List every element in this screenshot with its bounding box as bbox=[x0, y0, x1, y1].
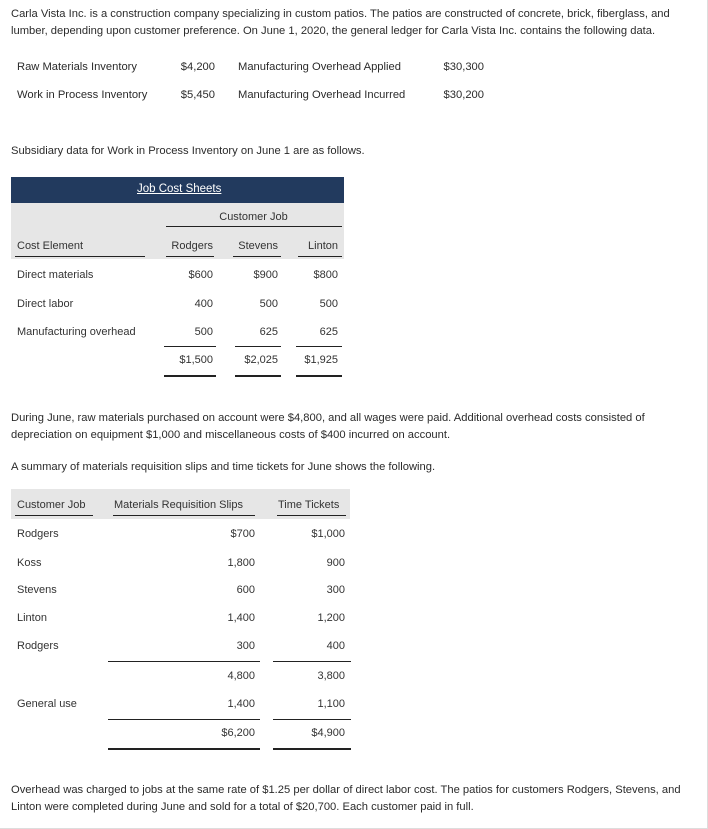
table-cell: 1,200 bbox=[317, 612, 345, 624]
ledger-overhead-incurred-label: Manufacturing Overhead Incurred bbox=[238, 89, 406, 101]
subtotal-time: 3,800 bbox=[317, 670, 345, 682]
col-rule-linton bbox=[298, 256, 342, 257]
col-rodgers: Rodgers bbox=[171, 240, 213, 252]
ledger-raw-materials-label: Raw Materials Inventory bbox=[17, 61, 137, 73]
col-customer-job: Customer Job bbox=[17, 499, 86, 511]
total-rule-time bbox=[273, 719, 351, 720]
table-cell: 900 bbox=[326, 557, 345, 569]
table-cell: $1,000 bbox=[311, 528, 345, 540]
double-rule-time bbox=[273, 748, 351, 750]
summary-intro: A summary of materials requisition slips and time tickets for June shows the following. bbox=[11, 461, 436, 473]
table-row-label: Manufacturing overhead bbox=[17, 326, 136, 338]
table-cell: 625 bbox=[259, 326, 278, 338]
col-rule-time bbox=[277, 515, 346, 516]
total-rodgers: $1,500 bbox=[179, 354, 213, 366]
ledger-wip-label: Work in Process Inventory bbox=[17, 89, 148, 101]
table-cell: $700 bbox=[230, 528, 255, 540]
total-materials: $6,200 bbox=[221, 727, 255, 739]
table-row-job: Rodgers bbox=[17, 640, 59, 652]
table-cell: 500 bbox=[259, 298, 278, 310]
table-cell: 300 bbox=[326, 584, 345, 596]
general-use-label: General use bbox=[17, 698, 77, 710]
ledger-raw-materials-value: $4,200 bbox=[180, 61, 215, 73]
group-header-rule bbox=[166, 226, 342, 227]
ledger-overhead-applied-value: $30,300 bbox=[443, 61, 484, 73]
table-cell: 625 bbox=[319, 326, 338, 338]
double-rule-materials bbox=[108, 748, 260, 750]
table-row-label: Direct materials bbox=[17, 269, 94, 281]
ledger-wip-value: $5,450 bbox=[180, 89, 215, 101]
table-row-job: Koss bbox=[17, 557, 42, 569]
total-stevens: $2,025 bbox=[244, 354, 278, 366]
subtotal-rule-stevens bbox=[235, 346, 281, 347]
subsidiary-intro: Subsidiary data for Work in Process Inventory on June 1 are as follows. bbox=[11, 145, 365, 157]
table-row-job: Rodgers bbox=[17, 528, 59, 540]
col-rule-stevens bbox=[233, 256, 281, 257]
customer-job-group-header: Customer Job bbox=[219, 211, 288, 223]
col-linton: Linton bbox=[308, 240, 338, 252]
double-rule-linton bbox=[296, 375, 342, 377]
col-cost-element: Cost Element bbox=[17, 240, 84, 252]
total-time: $4,900 bbox=[311, 727, 345, 739]
job-cost-title: Job Cost Sheets bbox=[137, 183, 222, 195]
table-row-job: Stevens bbox=[17, 584, 57, 596]
table-cell: 500 bbox=[319, 298, 338, 310]
subtotal-rule-materials bbox=[108, 661, 260, 662]
table-cell: $600 bbox=[188, 269, 213, 281]
table-cell: 600 bbox=[236, 584, 255, 596]
subtotal-rule-linton bbox=[296, 346, 342, 347]
double-rule-stevens bbox=[235, 375, 281, 377]
col-time-tickets: Time Tickets bbox=[278, 499, 340, 511]
table-cell: 400 bbox=[326, 640, 345, 652]
subtotal-materials: 4,800 bbox=[227, 670, 255, 682]
subtotal-rule-rodgers bbox=[164, 346, 216, 347]
col-rule-job bbox=[15, 515, 93, 516]
general-use-time: 1,100 bbox=[317, 698, 345, 710]
ledger-overhead-incurred-value: $30,200 bbox=[443, 89, 484, 101]
june-paragraph: During June, raw materials purchased on account were $4,800, and all wages were paid. Additional overhead costs consisted of depreciation on equipment $1,000 and miscellaneous costs of $400 incurred on account. bbox=[11, 412, 645, 441]
subtotal-rule-time bbox=[273, 661, 351, 662]
total-rule-materials bbox=[108, 719, 260, 720]
col-rule-materials bbox=[113, 515, 255, 516]
table-cell: 500 bbox=[194, 326, 213, 338]
total-linton: $1,925 bbox=[304, 354, 338, 366]
col-stevens: Stevens bbox=[238, 240, 278, 252]
table-cell: 400 bbox=[194, 298, 213, 310]
ledger-overhead-applied-label: Manufacturing Overhead Applied bbox=[238, 61, 401, 73]
double-rule-rodgers bbox=[164, 375, 216, 377]
table-cell: $900 bbox=[253, 269, 278, 281]
table-row-job: Linton bbox=[17, 612, 47, 624]
col-rule-rodgers bbox=[166, 256, 214, 257]
table-cell: 1,400 bbox=[227, 612, 255, 624]
table-cell: 300 bbox=[236, 640, 255, 652]
col-rule-element bbox=[15, 256, 145, 257]
intro-paragraph: Carla Vista Inc. is a construction company specializing in custom patios. The patios are constructed of concrete, brick, fiberglass, and lumber, depending upon customer preference. On June 1, 2020, the general ledger for Carla Vista Inc. contains the following data. bbox=[11, 8, 670, 37]
table-row-label: Direct labor bbox=[17, 298, 74, 310]
closing-paragraph: Overhead was charged to jobs at the same rate of $1.25 per dollar of direct labor cost. The patios for customers Rodgers, Stevens, and Linton were completed during June and sold for a total of $20,700. Each customer paid in full. bbox=[11, 784, 681, 813]
table-cell: 1,800 bbox=[227, 557, 255, 569]
general-use-materials: 1,400 bbox=[227, 698, 255, 710]
col-materials-requisition: Materials Requisition Slips bbox=[114, 499, 243, 511]
table-cell: $800 bbox=[313, 269, 338, 281]
